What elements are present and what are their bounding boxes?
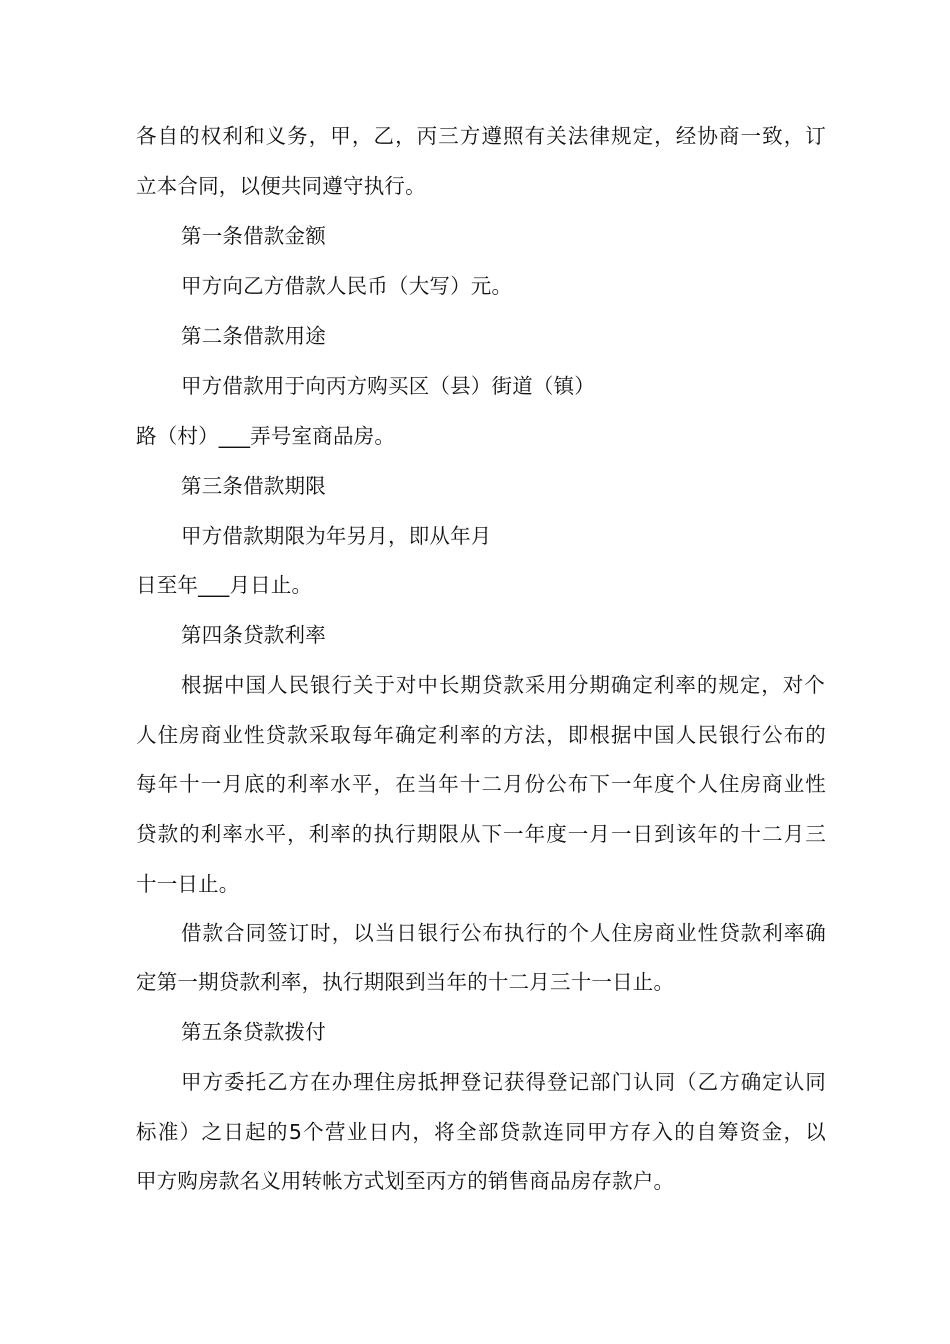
- paragraph-line: 路（村）___弄号室商品房。: [136, 424, 396, 448]
- paragraph-line: 日至年___月日止。: [136, 573, 313, 597]
- article-heading: 第三条借款期限: [181, 474, 326, 498]
- paragraph-line: 甲方向乙方借款人民币（大写）元。: [181, 274, 513, 298]
- paragraph-line: 各自的权利和义务，甲，乙，丙三方遵照有关法律规定，经协商一致，订: [136, 124, 826, 148]
- paragraph-line: 人住房商业性贷款采取每年确定利率的方法，即根据中国人民银行公布的: [136, 723, 826, 747]
- paragraph-line: 甲方借款用于向丙方购买区（县）街道（镇）: [181, 374, 595, 398]
- article-heading: 第一条借款金额: [181, 224, 326, 248]
- article-heading: 第二条借款用途: [181, 324, 326, 348]
- paragraph-line: 标准）之日起的5个营业日内，将全部贷款连同甲方存入的自筹资金，以: [136, 1120, 826, 1144]
- paragraph-line: 定第一期贷款利率，执行期限到当年的十二月三十一日止。: [136, 970, 675, 994]
- paragraph-line: 立本合同，以便共同遵守执行。: [136, 174, 426, 198]
- paragraph-line: 甲方借款期限为年另月，即从年月: [181, 524, 492, 548]
- paragraph-line: 贷款的利率水平，利率的执行期限从下一年度一月一日到该年的十二月三: [136, 822, 826, 846]
- paragraph-line: 甲方委托乙方在办理住房抵押登记获得登记部门认同（乙方确定认同: [181, 1070, 826, 1094]
- paragraph-line: 十一日止。: [136, 872, 240, 896]
- paragraph-line: 每年十一月底的利率水平，在当年十二月份公布下一年度个人住房商业性: [136, 772, 826, 796]
- paragraph-line: 甲方购房款名义用转帐方式划至丙方的销售商品房存款户。: [136, 1169, 675, 1193]
- paragraph-line: 根据中国人民银行关于对中长期贷款采用分期确定利率的规定，对个: [181, 673, 825, 697]
- article-heading: 第四条贷款利率: [181, 623, 326, 647]
- paragraph-line: 借款合同签订时，以当日银行公布执行的个人住房商业性贷款利率确: [181, 921, 826, 945]
- article-heading: 第五条贷款拨付: [181, 1020, 326, 1044]
